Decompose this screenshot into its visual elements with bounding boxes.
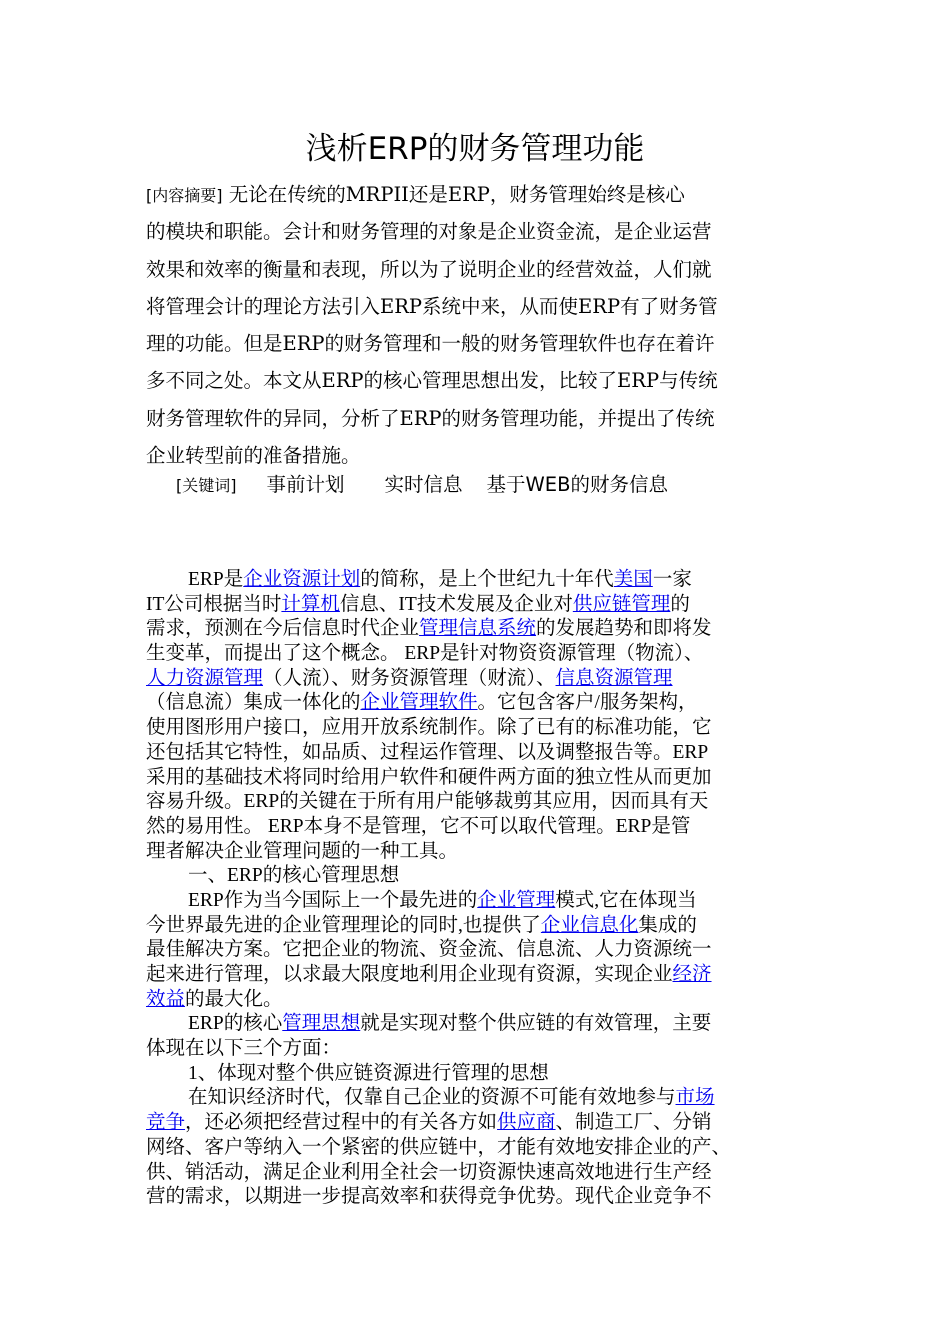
body-text-run: 容易升级。ERP的关键在于所有用户能够裁剪其应用，因而具有天: [146, 791, 709, 813]
body-text-run: （信息流）集成一体化的: [146, 692, 361, 714]
body-text-run: ERP作为当今国际上一个最先进的: [188, 889, 478, 911]
body-line: [146, 741, 816, 766]
hyperlink[interactable]: 经济: [672, 964, 712, 985]
body-text-run: 一、ERP的核心管理思想: [188, 865, 400, 887]
body-text-run: 的: [670, 593, 690, 615]
hyperlink[interactable]: 企业资源计划: [243, 569, 361, 590]
body-text-run: 理者解决企业管理问题的一种工具。: [146, 840, 459, 862]
body-line: [146, 938, 816, 963]
body-line: [146, 691, 816, 716]
abstract-line: 效果和效率的衡量和表现，所以为了说明企业的经营效益，人们就: [146, 257, 712, 281]
keyword: 实时信息: [384, 473, 463, 496]
body-line: [146, 1111, 816, 1136]
document-title: 浅析ERP的财务管理功能: [305, 131, 645, 167]
hyperlink[interactable]: 美国: [613, 569, 653, 590]
abstract-line: 将管理会计的理论方法引入ERP系统中来，从而使ERP有了财务管: [146, 294, 718, 318]
body-line: [146, 1086, 816, 1111]
hyperlink[interactable]: 管理思想: [282, 1013, 361, 1035]
body-text-run: 在知识经济时代，仅靠自己企业的资源不可能有效地参与: [188, 1087, 676, 1109]
body-line: [146, 889, 816, 914]
keywords-row: [176, 468, 668, 502]
abstract-line: 多不同之处。本文从ERP的核心管理思想出发，比较了ERP与传统: [146, 369, 718, 393]
body-line: [146, 1185, 816, 1210]
body-line: [146, 1062, 816, 1087]
hyperlink[interactable]: 供应商: [497, 1112, 556, 1134]
body-line: [146, 790, 816, 815]
body-text-run: 还包括其它特性，如品质、过程运作管理、以及调整报告等。ERP: [146, 741, 709, 763]
body-text-run: （人流）、财务资源管理（财流）、: [263, 667, 556, 689]
body-text-run: IT公司根据当时: [146, 593, 282, 615]
body-text-run: 、制造工厂、分销: [555, 1112, 712, 1134]
body-text-run: 1、体现对整个供应链资源进行管理的思想: [188, 1062, 549, 1084]
hyperlink[interactable]: 市场: [675, 1087, 715, 1109]
body-text-run: ERP是: [188, 569, 244, 590]
keywords-label: [关键词]: [176, 476, 237, 495]
hyperlink[interactable]: 企业管理: [477, 889, 556, 911]
abstract-line: 企业转型前的准备措施。: [146, 444, 361, 468]
body-line: [146, 1161, 816, 1186]
body-text-run: 的最大化。: [185, 988, 283, 1010]
body-text-run: 然的易用性。 ERP本身不是管理，它不可以取代管理。ERP是管: [146, 815, 691, 837]
body-line: [146, 815, 816, 840]
hyperlink[interactable]: 人力资源管理: [146, 667, 264, 689]
abstract-line: 无论在传统的MRPII还是ERP，财务管理始终是核心: [228, 183, 685, 206]
body-line: [146, 593, 816, 618]
body-text-run: 信息、IT技术发展及企业对: [339, 593, 573, 615]
body-line: [146, 1012, 816, 1037]
body-text-run: 使用图形用户接口，应用开放系统制作。除了已有的标准功能，它: [146, 717, 712, 739]
body-line: [146, 963, 816, 988]
body-text-run: 。它包含客户/服务架构，: [477, 692, 698, 714]
abstract-line: 财务管理软件的异同，分析了ERP的财务管理功能，并提出了传统: [146, 406, 715, 430]
body-text: [146, 568, 816, 1210]
hyperlink[interactable]: 企业信息化: [540, 914, 639, 936]
body-line: [146, 988, 816, 1013]
body-text-run: 生变革，而提出了这个概念。 ERP是针对物资资源管理（物流）、: [146, 643, 704, 665]
body-line: [146, 642, 816, 667]
body-line: [146, 864, 816, 889]
keyword: 基于WEB的财务信息: [486, 473, 669, 496]
body-text-run: 最佳解决方案。它把企业的物流、资金流、信息流、人力资源统一: [146, 939, 712, 961]
hyperlink[interactable]: 信息资源管理: [555, 667, 673, 689]
hyperlink[interactable]: 供应链管理: [572, 593, 671, 615]
body-line: [146, 1136, 816, 1161]
hyperlink[interactable]: 计算机: [281, 593, 340, 615]
body-text-run: 起来进行管理，以求最大限度地利用企业现有资源，实现企业: [146, 964, 673, 985]
body-text-run: 就是实现对整个供应链的有效管理，主要: [360, 1013, 712, 1035]
body-text-run: 集成的: [638, 914, 697, 936]
body-text-run: 网络、客户等纳入一个紧密的供应链中，才能有效地安排企业的产、: [146, 1136, 732, 1158]
abstract-line: 理的功能。但是ERP的财务管理和一般的财务管理软件也存在着许: [146, 332, 715, 356]
body-line: [146, 568, 816, 593]
body-text-run: 今世界最先进的企业管理理论的同时,也提供了: [146, 914, 541, 936]
body-line: [146, 840, 816, 865]
body-line: [146, 716, 816, 741]
body-text-run: 的简称，是上个世纪九十年代: [360, 569, 614, 590]
body-line: [146, 667, 816, 692]
body-line: [146, 766, 816, 791]
body-text-run: 模式,它在体现当: [555, 889, 697, 911]
abstract-first-line: [146, 176, 812, 213]
body-text-run: 体现在以下三个方面：: [146, 1038, 342, 1060]
hyperlink[interactable]: 企业管理软件: [360, 692, 478, 714]
body-line: [146, 914, 816, 939]
abstract-label: [内容摘要]: [146, 186, 223, 205]
abstract-line: 的模块和职能。会计和财务管理的对象是企业资金流，是企业运营: [146, 220, 712, 244]
hyperlink[interactable]: 效益: [146, 988, 186, 1010]
body-text-run: 供、销活动，满足企业利用全社会一切资源快速高效地进行生产经: [146, 1161, 712, 1183]
abstract-block: [146, 176, 812, 474]
body-text-run: 营的需求，以期进一步提高效率和获得竞争优势。现代企业竞争不: [146, 1186, 712, 1208]
hyperlink[interactable]: 竞争: [146, 1112, 186, 1134]
hyperlink[interactable]: 管理信息系统: [419, 618, 537, 640]
body-text-run: 的发展趋势和即将发: [536, 618, 712, 640]
body-line: [146, 1037, 816, 1062]
body-text-run: ，还必须把经营过程中的有关各方如: [185, 1112, 498, 1134]
keyword: 事前计划: [266, 473, 345, 496]
body-text-run: 一家: [652, 569, 692, 590]
body-text-run: 需求，预测在今后信息时代企业: [146, 618, 420, 640]
body-text-run: 采用的基础技术将同时给用户软件和硬件两方面的独立性从而更加: [146, 766, 712, 788]
body-line: [146, 617, 816, 642]
body-text-run: ERP的核心: [188, 1013, 283, 1035]
